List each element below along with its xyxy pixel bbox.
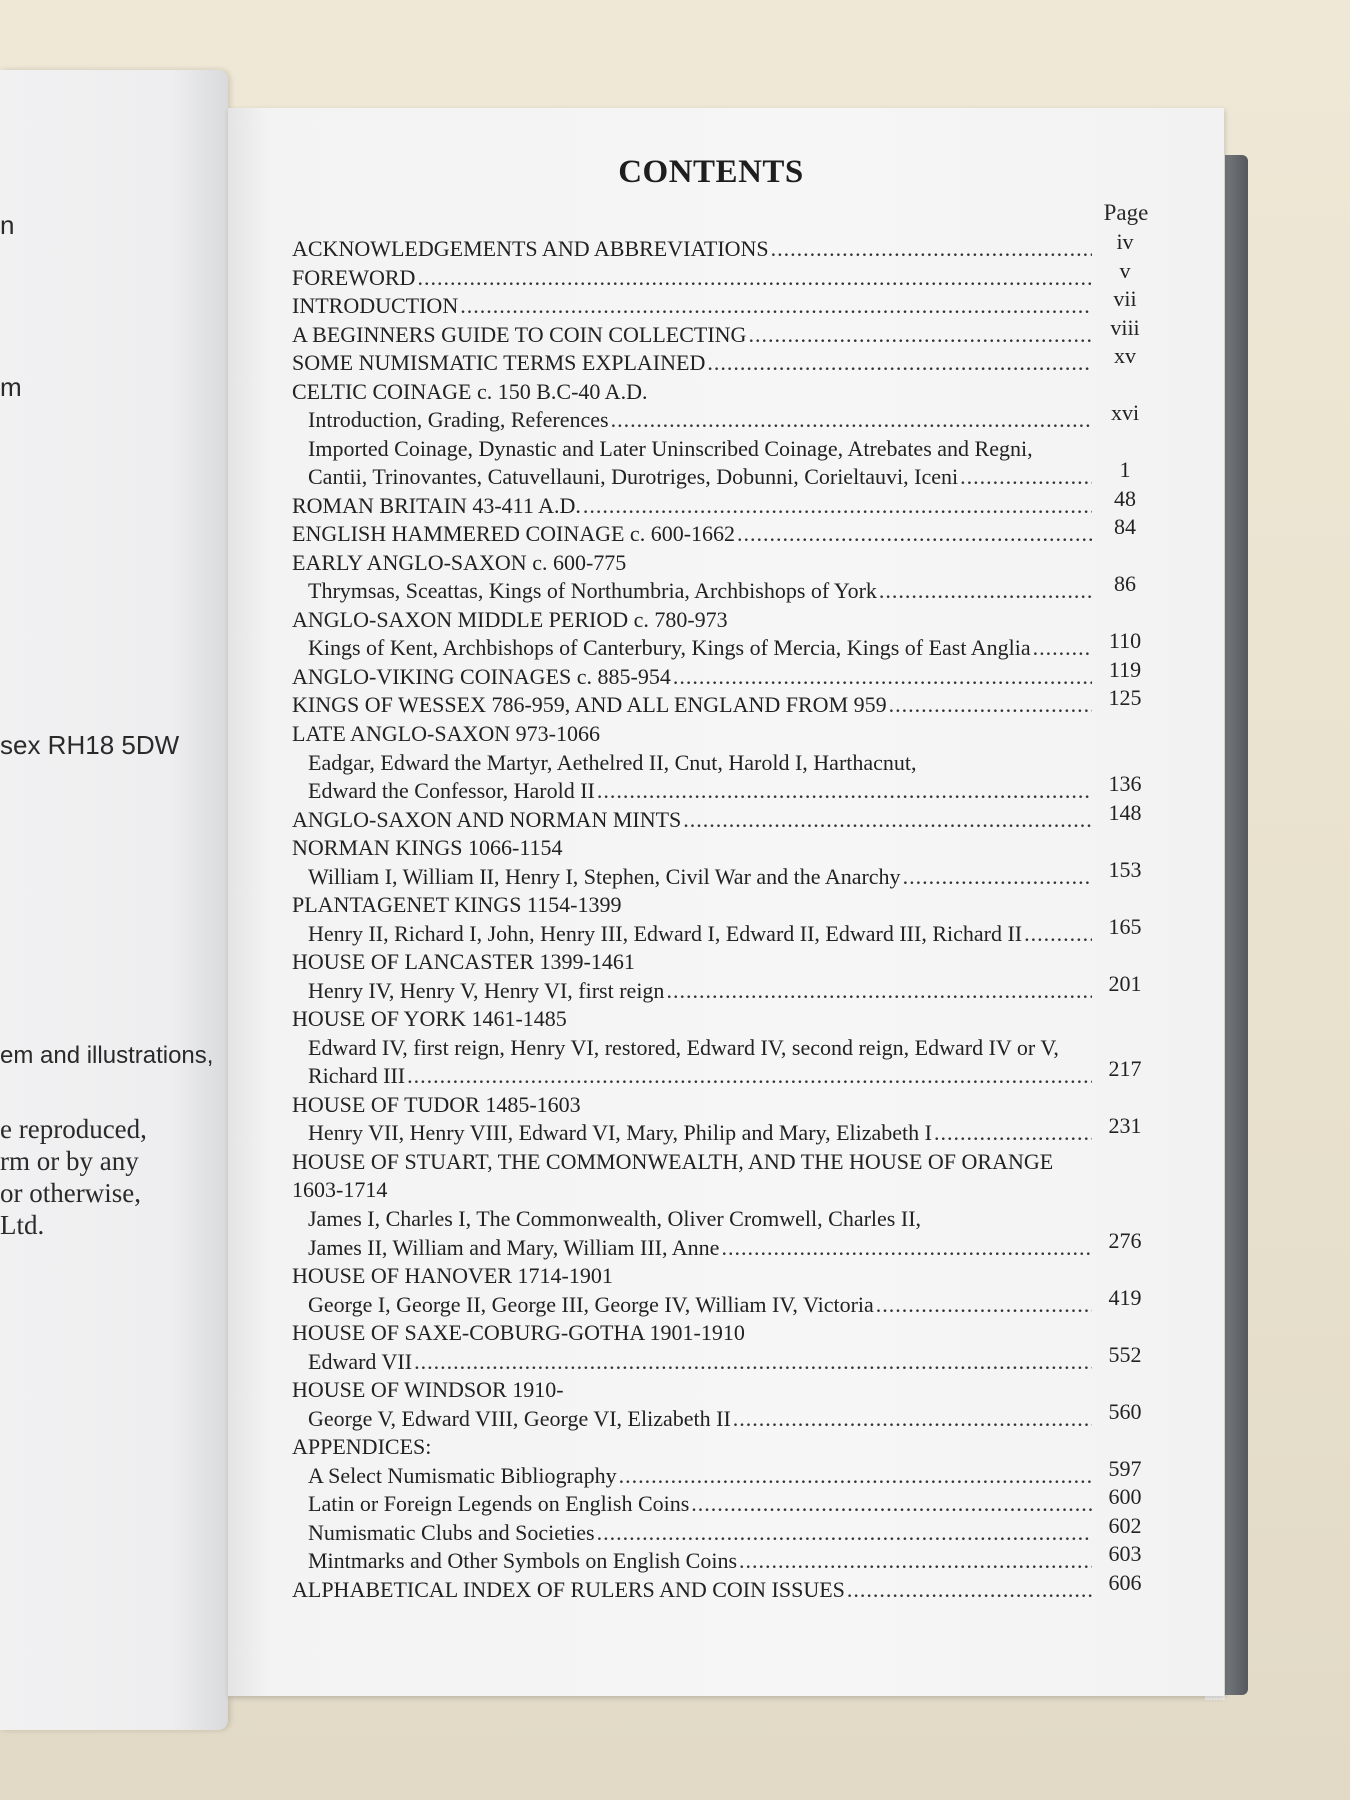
toc-page-number: viii — [1110, 314, 1140, 340]
toc-subentry — [308, 1520, 1092, 1548]
dot-leader — [417, 265, 1092, 291]
toc-page-number: 153 — [1108, 856, 1142, 882]
dot-leader — [737, 521, 1092, 547]
dot-leader — [889, 692, 1092, 718]
toc-entry-title: ACKNOWLEDGEMENTS AND ABBREVIATIONS — [292, 236, 769, 261]
toc-entry-title: Henry II, Richard I, John, Henry III, Edward I, Edward II, Edward III, Richard II — [308, 920, 1023, 946]
dot-leader — [771, 236, 1092, 262]
dot-leader — [903, 864, 1092, 890]
toc-entry-title: Latin or Foreign Legends on English Coins — [308, 1491, 690, 1517]
toc-entry-title: Henry VII, Henry VIII, Edward VI, Mary, Philip and Mary, Elizabeth I — [308, 1120, 932, 1146]
toc-page-number: 602 — [1108, 1512, 1142, 1538]
toc-page-number: 419 — [1108, 1284, 1142, 1310]
toc-subentry — [308, 864, 1092, 892]
dot-leader — [597, 1520, 1092, 1546]
toc-page-number: 48 — [1114, 485, 1136, 511]
toc-entry-title: ALPHABETICAL INDEX OF RULERS AND COIN ISSUES — [292, 1576, 845, 1602]
toc-page-number: 165 — [1108, 913, 1142, 939]
toc-entry-title: CELTIC COINAGE c. 150 B.C-40 A.D. — [292, 378, 648, 404]
toc-entry-title: William I, William II, Henry I, Stephen, Civil War and the Anarchy — [308, 863, 901, 889]
toc-entry — [292, 322, 1092, 350]
toc-page-number: v — [1119, 257, 1131, 283]
toc-entry-title: ANGLO-VIKING COINAGES c. 885-954 — [292, 663, 671, 689]
toc-entry — [292, 1092, 1092, 1120]
toc-subentry — [308, 1292, 1092, 1320]
dot-leader — [407, 1063, 1092, 1089]
dot-leader — [876, 1292, 1092, 1318]
toc-entry-title: ANGLO-SAXON AND NORMAN MINTS — [292, 806, 682, 832]
toc-page-number: 560 — [1108, 1398, 1142, 1424]
toc-entry-title: HOUSE OF TUDOR 1485-1603 — [292, 1091, 581, 1117]
left-page-fragment: Ltd. — [0, 1210, 45, 1240]
toc-entry-title: ENGLISH HAMMERED COINAGE c. 600-1662 — [292, 521, 736, 547]
toc-entry — [292, 1434, 1092, 1462]
toc-page-number: 606 — [1108, 1569, 1142, 1595]
toc-entry — [292, 949, 1092, 977]
toc-subentry — [308, 750, 1092, 778]
toc-entry — [292, 721, 1092, 749]
toc-entry-title: George V, Edward VIII, George VI, Elizabeth II — [308, 1405, 731, 1431]
toc-subentry — [308, 1463, 1092, 1491]
toc-entry — [292, 379, 1092, 407]
toc-subentry — [308, 1406, 1092, 1434]
toc-page-number: 276 — [1108, 1227, 1142, 1253]
toc-page-number: 1 — [1119, 457, 1131, 483]
dot-leader — [691, 1491, 1092, 1517]
toc-entry-title: KINGS OF WESSEX 786-959, AND ALL ENGLAND FROM 959 — [292, 692, 887, 718]
toc-entry — [292, 493, 1092, 521]
toc-page-number: 86 — [1114, 571, 1136, 597]
toc-subentry — [308, 464, 1092, 492]
left-page — [0, 70, 228, 1730]
dot-leader — [460, 293, 1092, 319]
toc-entry-title: HOUSE OF WINDSOR 1910- — [292, 1377, 564, 1403]
toc-entry-title: Introduction, Grading, References — [308, 407, 609, 433]
toc-entry-title: James II, William and Mary, William III, Anne — [308, 1234, 720, 1260]
toc-entry — [292, 692, 1092, 720]
toc-subentry — [308, 1120, 1092, 1148]
toc-entry — [292, 1263, 1092, 1291]
dot-leader — [583, 493, 1092, 519]
toc-entry — [292, 607, 1092, 635]
toc-entry-title: ROMAN BRITAIN 43-411 A.D. — [292, 492, 581, 518]
toc-entry-title: APPENDICES: — [292, 1434, 432, 1460]
contents-page — [228, 108, 1224, 1696]
toc-subentry — [308, 436, 1092, 464]
toc-entry — [292, 892, 1092, 920]
toc-page-number: 201 — [1108, 970, 1142, 996]
toc-subentry — [308, 1035, 1092, 1063]
toc-entry-title: SOME NUMISMATIC TERMS EXPLAINED — [292, 350, 706, 376]
toc-page-number: vii — [1113, 286, 1137, 312]
toc-page-number: iv — [1116, 229, 1134, 254]
toc-entry-title: PLANTAGENET KINGS 1154-1399 — [292, 892, 622, 918]
toc-page-number: 148 — [1108, 799, 1142, 825]
toc-entry — [292, 1320, 1092, 1348]
dot-leader — [960, 464, 1092, 490]
toc-subentry — [308, 635, 1092, 663]
dot-leader — [847, 1577, 1092, 1603]
toc-entry — [292, 1577, 1092, 1605]
page-title: CONTENTS — [618, 154, 804, 190]
left-page-fragment: m — [0, 372, 22, 402]
toc-subentry — [308, 1548, 1092, 1576]
toc-entry — [292, 835, 1092, 863]
left-page-fragment: n — [0, 210, 15, 240]
toc-entry-title: Richard III — [308, 1063, 406, 1089]
toc-entry-title: Mintmarks and Other Symbols on English Coins — [308, 1548, 737, 1574]
toc-entry — [292, 807, 1092, 835]
toc-entry — [292, 265, 1092, 293]
toc-page-number: 136 — [1108, 771, 1142, 797]
dot-leader — [934, 1120, 1092, 1146]
toc-page-number: 600 — [1108, 1484, 1142, 1510]
toc-subentry — [308, 1063, 1092, 1091]
dot-leader — [748, 322, 1092, 348]
toc-subentry — [308, 578, 1092, 606]
toc-entry-title: Edward VII — [308, 1348, 413, 1374]
toc-page-number: 125 — [1108, 685, 1142, 711]
left-page-fragment: sex RH18 5DW — [0, 730, 180, 760]
toc-entry-title: Numismatic Clubs and Societies — [308, 1519, 595, 1545]
dot-leader — [619, 1463, 1092, 1489]
dot-leader — [673, 664, 1092, 690]
toc-entry — [292, 350, 1092, 378]
toc-entry-title: HOUSE OF LANCASTER 1399-1461 — [292, 949, 635, 975]
toc-entry-title: Edward the Confessor, Harold II — [308, 778, 595, 804]
toc-entry-title: George I, George II, George III, George IV, William IV, Victoria — [308, 1291, 874, 1317]
toc-entry — [292, 1149, 1092, 1177]
toc-subentry — [308, 1349, 1092, 1377]
toc-entry — [292, 236, 1092, 264]
toc-entry — [292, 1177, 1092, 1205]
toc-entry-title: A BEGINNERS GUIDE TO COIN COLLECTING — [292, 321, 747, 347]
toc-page-number: 552 — [1108, 1341, 1142, 1367]
toc-entry-title: Cantii, Trinovantes, Catuvellauni, Durotriges, Dobunni, Corieltauvi, Iceni — [308, 464, 959, 490]
toc-page-number: 110 — [1108, 628, 1142, 654]
dot-leader — [879, 578, 1092, 604]
toc-subentry — [308, 978, 1092, 1006]
toc-entry-title: ANGLO-SAXON MIDDLE PERIOD c. 780-973 — [292, 606, 728, 632]
dot-leader — [414, 1349, 1092, 1375]
dot-leader — [597, 778, 1092, 804]
toc-page-number: 603 — [1108, 1541, 1142, 1567]
toc-entry — [292, 550, 1092, 578]
toc-subentry — [308, 1235, 1092, 1263]
toc-subentry — [308, 1206, 1092, 1234]
toc-subentry — [308, 1491, 1092, 1519]
left-page-fragment: e reproduced, — [0, 1114, 147, 1144]
toc-entry-title: EARLY ANGLO-SAXON c. 600-775 — [292, 549, 627, 575]
toc-entry-title: NORMAN KINGS 1066-1154 — [292, 835, 563, 861]
toc-subentry — [308, 921, 1092, 949]
toc-entry-title: Henry IV, Henry V, Henry VI, first reign — [308, 977, 665, 1003]
toc-page-number: xv — [1114, 343, 1136, 369]
toc-subentry — [308, 407, 1092, 435]
left-page-fragment: or otherwise, — [0, 1178, 141, 1208]
toc-entry — [292, 1006, 1092, 1034]
toc-entry — [292, 521, 1092, 549]
toc-entry-title: Edward IV, first reign, Henry VI, restored, Edward IV, second reign, Edward IV or V, — [308, 1034, 1059, 1060]
toc-entry-title: Thrymsas, Sceattas, Kings of Northumbria, Archbishops of York — [308, 578, 877, 604]
toc-entry-title: HOUSE OF YORK 1461-1485 — [292, 1006, 567, 1032]
toc-entry-title: HOUSE OF STUART, THE COMMONWEALTH, AND THE HOUSE OF ORANGE — [292, 1148, 1054, 1174]
toc-entry — [292, 664, 1092, 692]
dot-leader — [739, 1548, 1092, 1574]
toc-entry-title: HOUSE OF HANOVER 1714-1901 — [292, 1263, 613, 1289]
dot-leader — [733, 1406, 1092, 1432]
page-column-heading: Page — [1103, 200, 1149, 225]
toc-entry-title: 1603-1714 — [292, 1177, 388, 1203]
toc-page-number: 217 — [1108, 1056, 1142, 1082]
toc-entry-title: Kings of Kent, Archbishops of Canterbury, Kings of Mercia, Kings of East Anglia — [308, 635, 1031, 661]
left-page-fragment: rm or by any — [0, 1146, 139, 1176]
dot-leader — [666, 978, 1092, 1004]
toc-entry-title: James I, Charles I, The Commonwealth, Oliver Cromwell, Charles II, — [308, 1206, 922, 1232]
dot-leader — [1033, 635, 1092, 661]
dot-leader — [721, 1235, 1092, 1261]
toc-page-number: 84 — [1114, 514, 1136, 540]
toc-page-number: xvi — [1110, 400, 1140, 426]
toc-subentry — [308, 778, 1092, 806]
toc-entry-title: INTRODUCTION — [292, 293, 459, 319]
dot-leader — [611, 407, 1092, 433]
dot-leader — [707, 350, 1092, 376]
dot-leader — [1024, 921, 1092, 947]
toc-page-number: 597 — [1108, 1455, 1142, 1481]
toc-entry-title: HOUSE OF SAXE-COBURG-GOTHA 1901-1910 — [292, 1320, 745, 1346]
toc-entry — [292, 293, 1092, 321]
toc-entry-title: FOREWORD — [292, 264, 416, 290]
toc-entry-title: A Select Numismatic Bibliography — [308, 1462, 617, 1488]
toc-page-number: 119 — [1108, 656, 1142, 682]
toc-entry — [292, 1377, 1092, 1405]
toc-entry-title: Imported Coinage, Dynastic and Later Uninscribed Coinage, Atrebates and Regni, — [308, 435, 1033, 461]
left-page-fragment: em and illustrations, — [0, 1042, 214, 1069]
toc-entry-title: LATE ANGLO-SAXON 973-1066 — [292, 721, 600, 746]
toc-page-number: 231 — [1108, 1113, 1142, 1139]
toc-entry-title: Eadgar, Edward the Martyr, Aethelred II, Cnut, Harold I, Harthacnut, — [308, 749, 917, 775]
dot-leader — [683, 807, 1092, 833]
